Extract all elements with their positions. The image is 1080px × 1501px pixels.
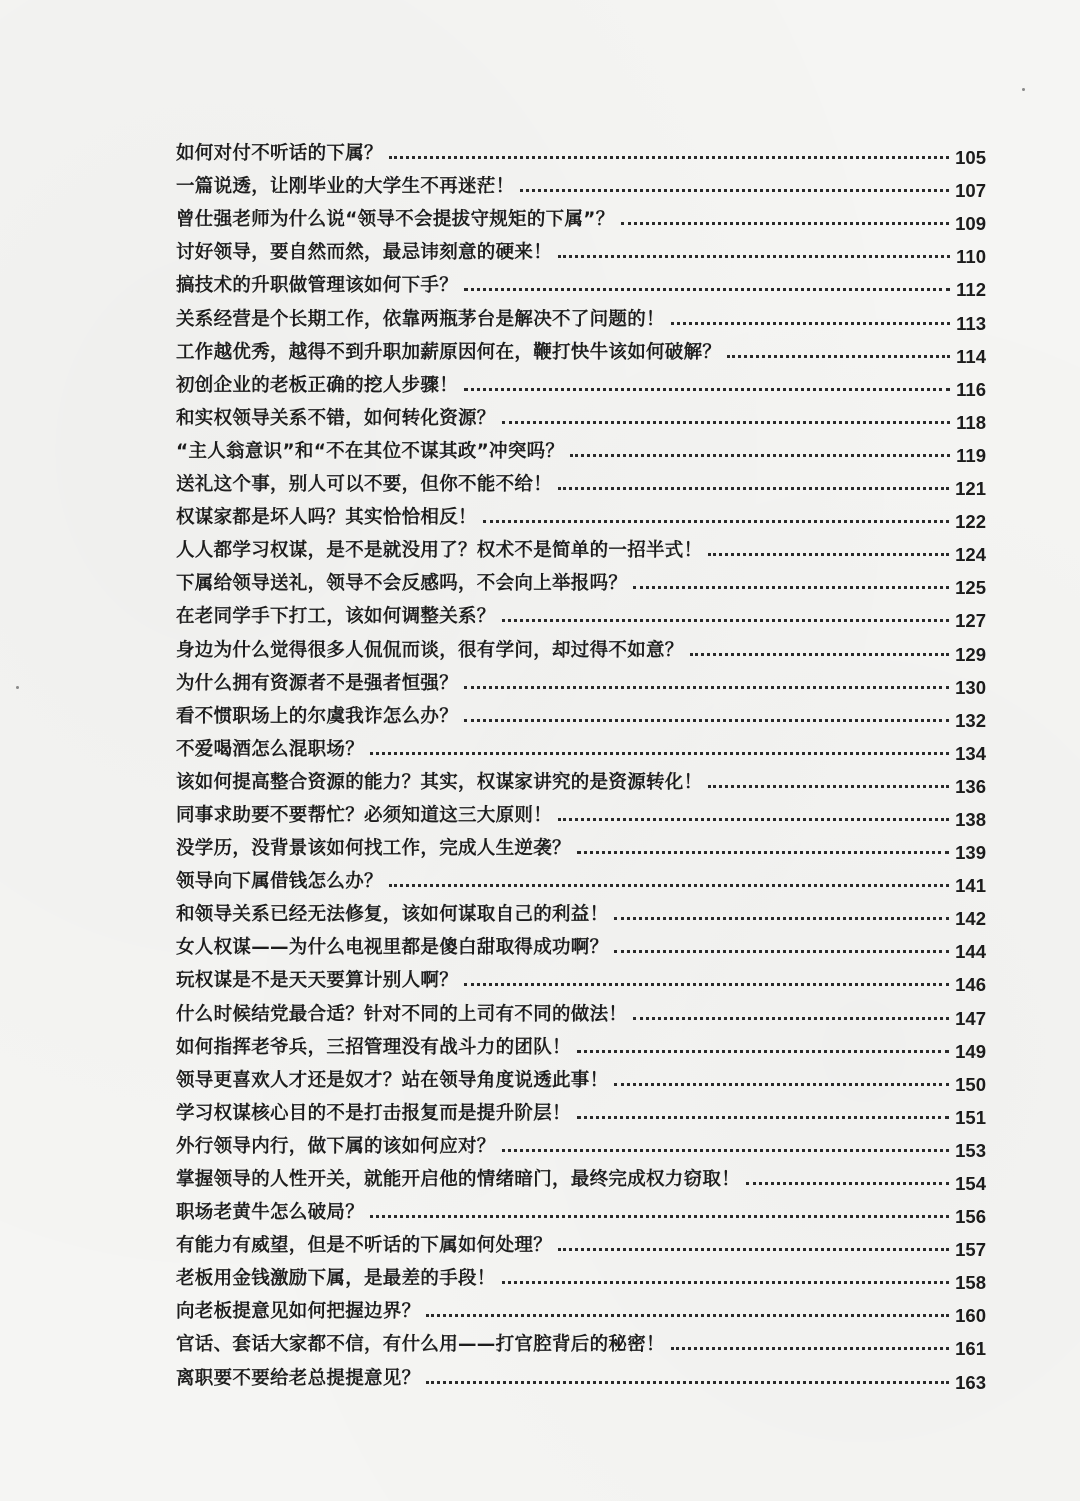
toc-dot-leader (389, 156, 949, 159)
toc-entry-title: 看不惯职场上的尔虞我诈怎么办？ (176, 705, 459, 727)
toc-dot-leader (633, 586, 949, 589)
toc-entry-title: 初创企业的老板正确的挖人步骤！ (176, 374, 459, 396)
toc-entry-title: 外行领导内行，做下属的该如何应对？ (176, 1135, 496, 1157)
toc-entry-page-number: 132 (955, 709, 986, 731)
toc-entry-title: 学习权谋核心目的不是打击报复而是提升阶层！ (176, 1102, 571, 1124)
toc-dot-leader (708, 785, 949, 788)
toc-entry[interactable] (176, 959, 986, 996)
toc-entry-page-number: 119 (956, 444, 986, 466)
toc-entry-page-number: 122 (955, 511, 986, 533)
toc-entry-title: 送礼这个事，别人可以不要，但你不能不给！ (176, 474, 553, 496)
toc-entry-title: 没学历，没背景该如何找工作，完成人生逆袭？ (176, 838, 571, 860)
toc-entry-title: 身边为什么觉得很多人侃侃而谈，很有学问，却过得不如意？ (176, 639, 684, 661)
toc-dot-leader (502, 421, 951, 424)
toc-entry[interactable] (176, 893, 986, 930)
toc-entry-title: 该如何提高整合资源的能力？其实，权谋家讲究的是资源转化！ (176, 771, 703, 793)
toc-dot-leader (621, 222, 950, 225)
toc-dot-leader (727, 355, 950, 358)
toc-entry-title: 掌握领导的人性开关，就能开启他的情绪暗门，最终完成权力窃取！ (176, 1169, 741, 1190)
toc-entry[interactable] (176, 496, 986, 533)
toc-entry-page-number: 130 (955, 676, 986, 698)
toc-entry[interactable] (176, 794, 986, 830)
toc-entry-page-number: 114 (956, 345, 986, 367)
toc-dot-leader (464, 983, 949, 986)
toc-entry-page-number: 150 (955, 1073, 986, 1095)
toc-dot-leader (502, 1281, 950, 1284)
toc-entry[interactable] (176, 529, 986, 566)
toc-entry-title: 职场老黄牛怎么破局？ (176, 1202, 365, 1224)
toc-entry-title: 领导更喜欢人才还是奴才？站在领导角度说透此事！ (176, 1069, 609, 1091)
toc-dot-leader (558, 487, 949, 490)
toc-entry[interactable] (176, 1026, 986, 1062)
toc-dot-leader (502, 1149, 950, 1152)
toc-entry-title: 曾仕强老师为什么说“领导不会提拔守规矩的下属”？ (176, 209, 615, 231)
toc-entry-page-number: 136 (955, 775, 986, 797)
toc-entry-page-number: 127 (955, 610, 986, 632)
toc-entry-title: 向老板提意见如何把握边界？ (176, 1301, 421, 1323)
toc-dot-leader (426, 1314, 949, 1317)
toc-dot-leader (558, 1248, 949, 1251)
toc-dot-leader (520, 189, 949, 192)
toc-entry-page-number: 109 (955, 213, 986, 235)
toc-entry[interactable] (176, 1323, 986, 1360)
toc-entry[interactable] (176, 728, 986, 764)
toc-entry-title: 下属给领导送礼，领导不会反感吗，不会向上举报吗？ (176, 573, 628, 595)
toc-entry-title: “主人翁意识”和“不在其位不谋其政”冲突吗？ (176, 440, 565, 462)
toc-entry-page-number: 110 (956, 246, 986, 268)
toc-dot-leader (633, 1017, 949, 1020)
toc-entry-page-number: 113 (956, 312, 986, 334)
toc-entry[interactable] (176, 1290, 986, 1327)
toc-entry[interactable] (176, 628, 986, 665)
toc-entry-page-number: 112 (956, 279, 986, 301)
toc-entry-title: 玩权谋是不是天天要算计别人啊？ (176, 970, 459, 992)
toc-entry[interactable] (176, 463, 986, 500)
toc-entry-page-number: 118 (956, 411, 986, 433)
toc-entry-title: 领导向下属借钱怎么办？ (176, 871, 383, 893)
toc-entry-title: 如何对付不听话的下属？ (176, 143, 383, 165)
toc-entry[interactable] (176, 926, 986, 963)
toc-entry-title: 和实权领导关系不错，如何转化资源？ (176, 407, 496, 429)
toc-dot-leader (370, 1215, 949, 1218)
toc-entry-page-number: 105 (955, 147, 986, 169)
toc-dot-leader (671, 1347, 949, 1350)
toc-entry-page-number: 125 (955, 577, 986, 599)
toc-entry-page-number: 156 (955, 1206, 986, 1228)
toc-entry[interactable] (176, 1125, 986, 1161)
toc-entry-page-number: 161 (955, 1338, 986, 1360)
toc-entry-page-number: 157 (955, 1239, 986, 1261)
toc-entry-title: 权谋家都是坏人吗？其实恰恰相反！ (176, 507, 477, 529)
toc-entry-page-number: 141 (955, 875, 986, 897)
toc-entry-title: 有能力有威望，但是不听话的下属如何处理？ (176, 1235, 553, 1257)
toc-entry-title: 女人权谋——为什么电视里都是傻白甜取得成功啊？ (176, 937, 609, 959)
toc-entry-title: 人人都学习权谋，是不是就没用了？权术不是简单的一招半式！ (176, 540, 703, 562)
toc-entry[interactable] (176, 1092, 986, 1128)
toc-entry-title: 官话、套话大家都不信，有什么用——打官腔背后的秘密！ (176, 1334, 665, 1356)
toc-dot-leader (671, 322, 950, 325)
toc-entry-title: 老板用金钱激励下属，是最差的手段！ (176, 1268, 496, 1290)
toc-dot-leader (690, 653, 950, 656)
toc-dot-leader (464, 686, 949, 689)
toc-entry[interactable] (176, 165, 986, 202)
toc-entry-page-number: 129 (955, 643, 986, 665)
toc-entry-page-number: 142 (955, 908, 986, 930)
toc-dot-leader (577, 851, 949, 854)
scan-speck (1022, 88, 1025, 91)
toc-entry-title: 不爱喝酒怎么混职场？ (176, 738, 365, 760)
toc-entry[interactable] (176, 198, 986, 235)
toc-entry-page-number: 139 (955, 842, 986, 864)
toc-dot-leader (577, 1050, 949, 1053)
toc-dot-leader (370, 752, 949, 755)
toc-entry[interactable] (176, 1158, 986, 1194)
toc-entry-page-number: 146 (955, 974, 986, 996)
toc-entry-page-number: 147 (955, 1007, 986, 1029)
toc-entry-page-number: 121 (955, 478, 986, 500)
scan-speck (16, 686, 19, 689)
toc-dot-leader (614, 1083, 949, 1086)
toc-entry[interactable] (176, 761, 986, 797)
toc-entry-page-number: 153 (955, 1139, 986, 1161)
toc-entry-title: 如何指挥老爷兵，三招管理没有战斗力的团队！ (176, 1036, 571, 1058)
toc-dot-leader (614, 917, 949, 920)
toc-entry[interactable] (176, 1224, 986, 1261)
toc-entry-page-number: 160 (955, 1305, 986, 1327)
toc-entry-title: 工作越优秀，越得不到升职加薪原因何在，鞭打快牛该如何破解？ (176, 341, 722, 363)
toc-entry[interactable] (176, 132, 986, 169)
toc-entry-page-number: 158 (955, 1272, 986, 1294)
toc-entry[interactable] (176, 397, 986, 433)
toc-dot-leader (502, 619, 950, 622)
toc-entry[interactable] (176, 860, 986, 897)
toc-entry-title: 关系经营是个长期工作，依靠两瓶茅台是解决不了问题的！ (176, 308, 665, 330)
toc-entry-title: 离职要不要给老总提提意见？ (176, 1367, 421, 1389)
toc-entry[interactable] (176, 595, 986, 632)
toc-entry-title: 和领导关系已经无法修复，该如何谋取自己的利益！ (176, 904, 609, 926)
toc-dot-leader (464, 288, 950, 291)
toc-entry-page-number: 163 (955, 1371, 986, 1393)
toc-entry[interactable] (176, 430, 986, 466)
toc-dot-leader (558, 818, 949, 821)
toc-entry-page-number: 151 (955, 1106, 986, 1128)
toc-dot-leader (464, 719, 949, 722)
toc-entry[interactable] (176, 1191, 986, 1228)
toc-entry-page-number: 116 (956, 378, 986, 400)
toc-entry[interactable] (176, 331, 986, 367)
toc-entry-page-number: 144 (955, 941, 986, 963)
toc-entry-title: 为什么拥有资源者不是强者恒强？ (176, 672, 459, 694)
toc-entry[interactable] (176, 1059, 986, 1095)
toc-dot-leader (464, 388, 950, 391)
toc-entry[interactable] (176, 695, 986, 731)
toc-entry[interactable] (176, 1257, 986, 1294)
toc-entry[interactable] (176, 1356, 986, 1393)
toc-dot-leader (558, 255, 950, 258)
toc-entry-title: 在老同学手下打工，该如何调整关系？ (176, 606, 496, 628)
toc-dot-leader (577, 1116, 949, 1119)
table-of-contents (176, 132, 986, 1393)
toc-entry[interactable] (176, 364, 986, 400)
toc-entry-page-number: 134 (955, 742, 986, 764)
toc-entry[interactable] (176, 562, 986, 599)
toc-dot-leader (746, 1182, 949, 1185)
toc-dot-leader (570, 454, 950, 457)
toc-dot-leader (483, 520, 949, 523)
toc-dot-leader (426, 1381, 949, 1384)
toc-dot-leader (614, 950, 949, 953)
toc-entry-page-number: 107 (955, 180, 986, 202)
toc-entry-title: 一篇说透，让刚毕业的大学生不再迷茫！ (176, 176, 515, 198)
toc-entry[interactable] (176, 662, 986, 698)
toc-entry[interactable] (176, 264, 986, 301)
toc-entry-title: 什么时候结党最合适？针对不同的上司有不同的做法！ (176, 1003, 628, 1025)
toc-entry-page-number: 124 (955, 544, 986, 566)
toc-entry-title: 搞技术的升职做管理该如何下手？ (176, 275, 459, 297)
toc-entry[interactable] (176, 827, 986, 864)
toc-entry[interactable] (176, 297, 986, 334)
toc-entry-page-number: 149 (955, 1040, 986, 1062)
toc-entry-title: 讨好领导，要自然而然，最忌讳刻意的硬来！ (176, 242, 553, 264)
toc-entry[interactable] (176, 992, 986, 1029)
toc-dot-leader (389, 884, 949, 887)
toc-dot-leader (708, 553, 949, 556)
toc-entry-page-number: 154 (955, 1173, 986, 1194)
toc-entry-page-number: 138 (955, 808, 986, 830)
toc-entry[interactable] (176, 231, 986, 268)
toc-entry-title: 同事求助要不要帮忙？必须知道这三大原则！ (176, 804, 553, 826)
